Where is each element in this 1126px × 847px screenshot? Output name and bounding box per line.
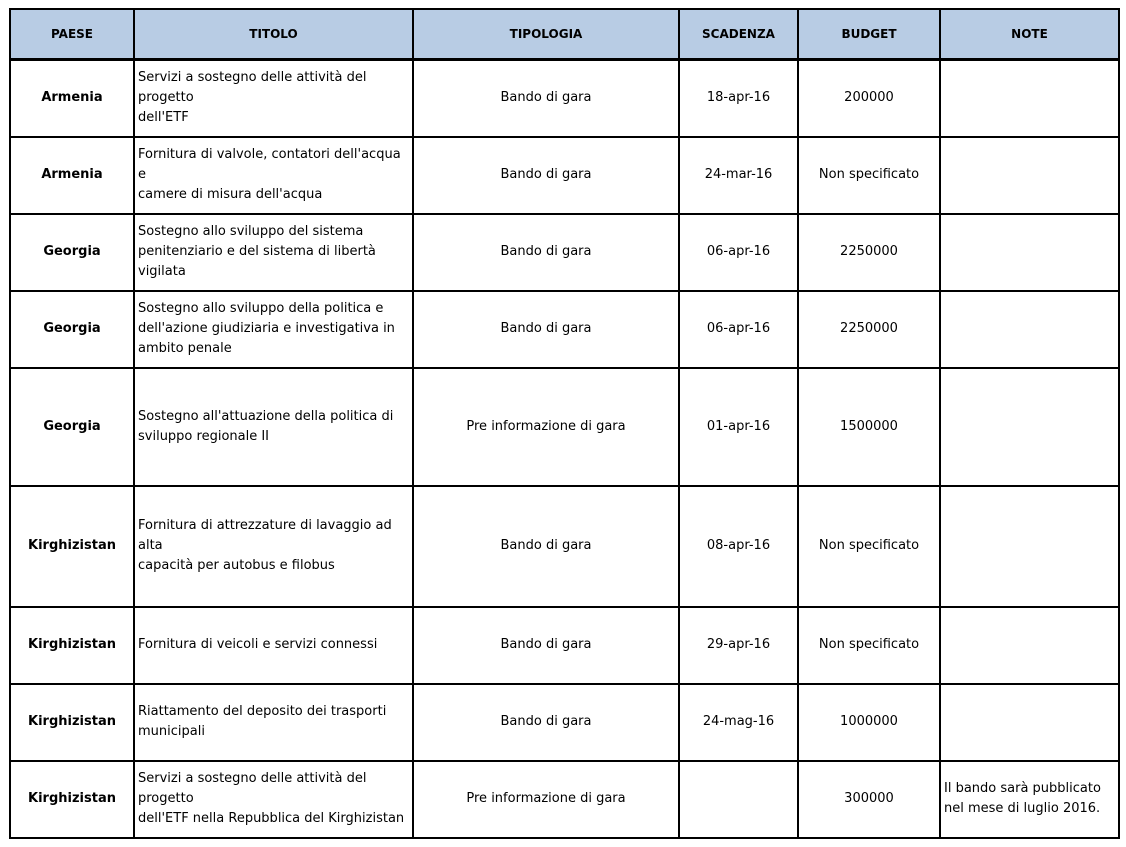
cell-titolo: Servizi a sostegno delle attività del progetto dell'ETF nella Repubblica del Kirghizistan	[134, 761, 413, 838]
cell-budget: 1000000	[798, 684, 940, 761]
cell-scadenza: 06-apr-16	[679, 214, 798, 291]
cell-tipologia: Bando di gara	[413, 137, 679, 214]
cell-titolo: Fornitura di valvole, contatori dell'acqua e camere di misura dell'acqua	[134, 137, 413, 214]
cell-tipologia: Bando di gara	[413, 291, 679, 368]
tenders-table	[9, 8, 1120, 839]
cell-titolo: Servizi a sostegno delle attività del progetto dell'ETF	[134, 60, 413, 137]
header-row	[10, 9, 1119, 60]
header-scadenza: SCADENZA	[679, 9, 798, 60]
cell-titolo: Sostegno allo sviluppo della politica e dell'azione giudiziaria e investigativa in ambito penale	[134, 291, 413, 368]
cell-scadenza: 08-apr-16	[679, 486, 798, 607]
cell-budget: 200000	[798, 60, 940, 137]
cell-paese: Armenia	[10, 60, 134, 137]
cell-note	[940, 291, 1119, 368]
cell-tipologia: Bando di gara	[413, 486, 679, 607]
cell-tipologia: Bando di gara	[413, 607, 679, 684]
cell-scadenza: 06-apr-16	[679, 291, 798, 368]
cell-tipologia: Bando di gara	[413, 60, 679, 137]
table-row	[10, 486, 1119, 607]
cell-paese: Georgia	[10, 368, 134, 486]
cell-titolo: Sostegno allo sviluppo del sistema penitenziario e del sistema di libertà vigilata	[134, 214, 413, 291]
cell-tipologia: Bando di gara	[413, 214, 679, 291]
header-budget: BUDGET	[798, 9, 940, 60]
cell-budget: 1500000	[798, 368, 940, 486]
cell-tipologia: Pre informazione di gara	[413, 368, 679, 486]
cell-scadenza: 24-mag-16	[679, 684, 798, 761]
cell-note	[940, 60, 1119, 137]
table-row	[10, 214, 1119, 291]
cell-note	[940, 214, 1119, 291]
cell-note	[940, 368, 1119, 486]
header-titolo: TITOLO	[134, 9, 413, 60]
table-row	[10, 607, 1119, 684]
cell-paese: Armenia	[10, 137, 134, 214]
cell-paese: Georgia	[10, 291, 134, 368]
cell-note	[940, 137, 1119, 214]
table-row	[10, 60, 1119, 137]
cell-paese: Georgia	[10, 214, 134, 291]
cell-paese: Kirghizistan	[10, 684, 134, 761]
cell-tipologia: Bando di gara	[413, 684, 679, 761]
cell-paese: Kirghizistan	[10, 486, 134, 607]
cell-budget: 2250000	[798, 214, 940, 291]
cell-titolo: Fornitura di veicoli e servizi connessi	[134, 607, 413, 684]
table-row	[10, 684, 1119, 761]
table-row	[10, 137, 1119, 214]
cell-scadenza: 24-mar-16	[679, 137, 798, 214]
cell-scadenza: 29-apr-16	[679, 607, 798, 684]
table-row	[10, 291, 1119, 368]
header-paese: PAESE	[10, 9, 134, 60]
cell-budget: Non specificato	[798, 486, 940, 607]
cell-scadenza: 18-apr-16	[679, 60, 798, 137]
cell-scadenza: 01-apr-16	[679, 368, 798, 486]
cell-paese: Kirghizistan	[10, 607, 134, 684]
cell-scadenza	[679, 761, 798, 838]
cell-budget: Non specificato	[798, 137, 940, 214]
header-note: NOTE	[940, 9, 1119, 60]
cell-note	[940, 684, 1119, 761]
header-tipologia: TIPOLOGIA	[413, 9, 679, 60]
cell-budget: Non specificato	[798, 607, 940, 684]
cell-titolo: Sostegno all'attuazione della politica di sviluppo regionale II	[134, 368, 413, 486]
cell-note: Il bando sarà pubblicato nel mese di luglio 2016.	[940, 761, 1119, 838]
cell-titolo: Riattamento del deposito dei trasporti municipali	[134, 684, 413, 761]
cell-budget: 300000	[798, 761, 940, 838]
cell-paese: Kirghizistan	[10, 761, 134, 838]
table-body	[10, 60, 1119, 838]
cell-budget: 2250000	[798, 291, 940, 368]
cell-note	[940, 486, 1119, 607]
table-row	[10, 761, 1119, 838]
cell-note	[940, 607, 1119, 684]
cell-titolo: Fornitura di attrezzature di lavaggio ad alta capacità per autobus e filobus	[134, 486, 413, 607]
table-row	[10, 368, 1119, 486]
cell-tipologia: Pre informazione di gara	[413, 761, 679, 838]
